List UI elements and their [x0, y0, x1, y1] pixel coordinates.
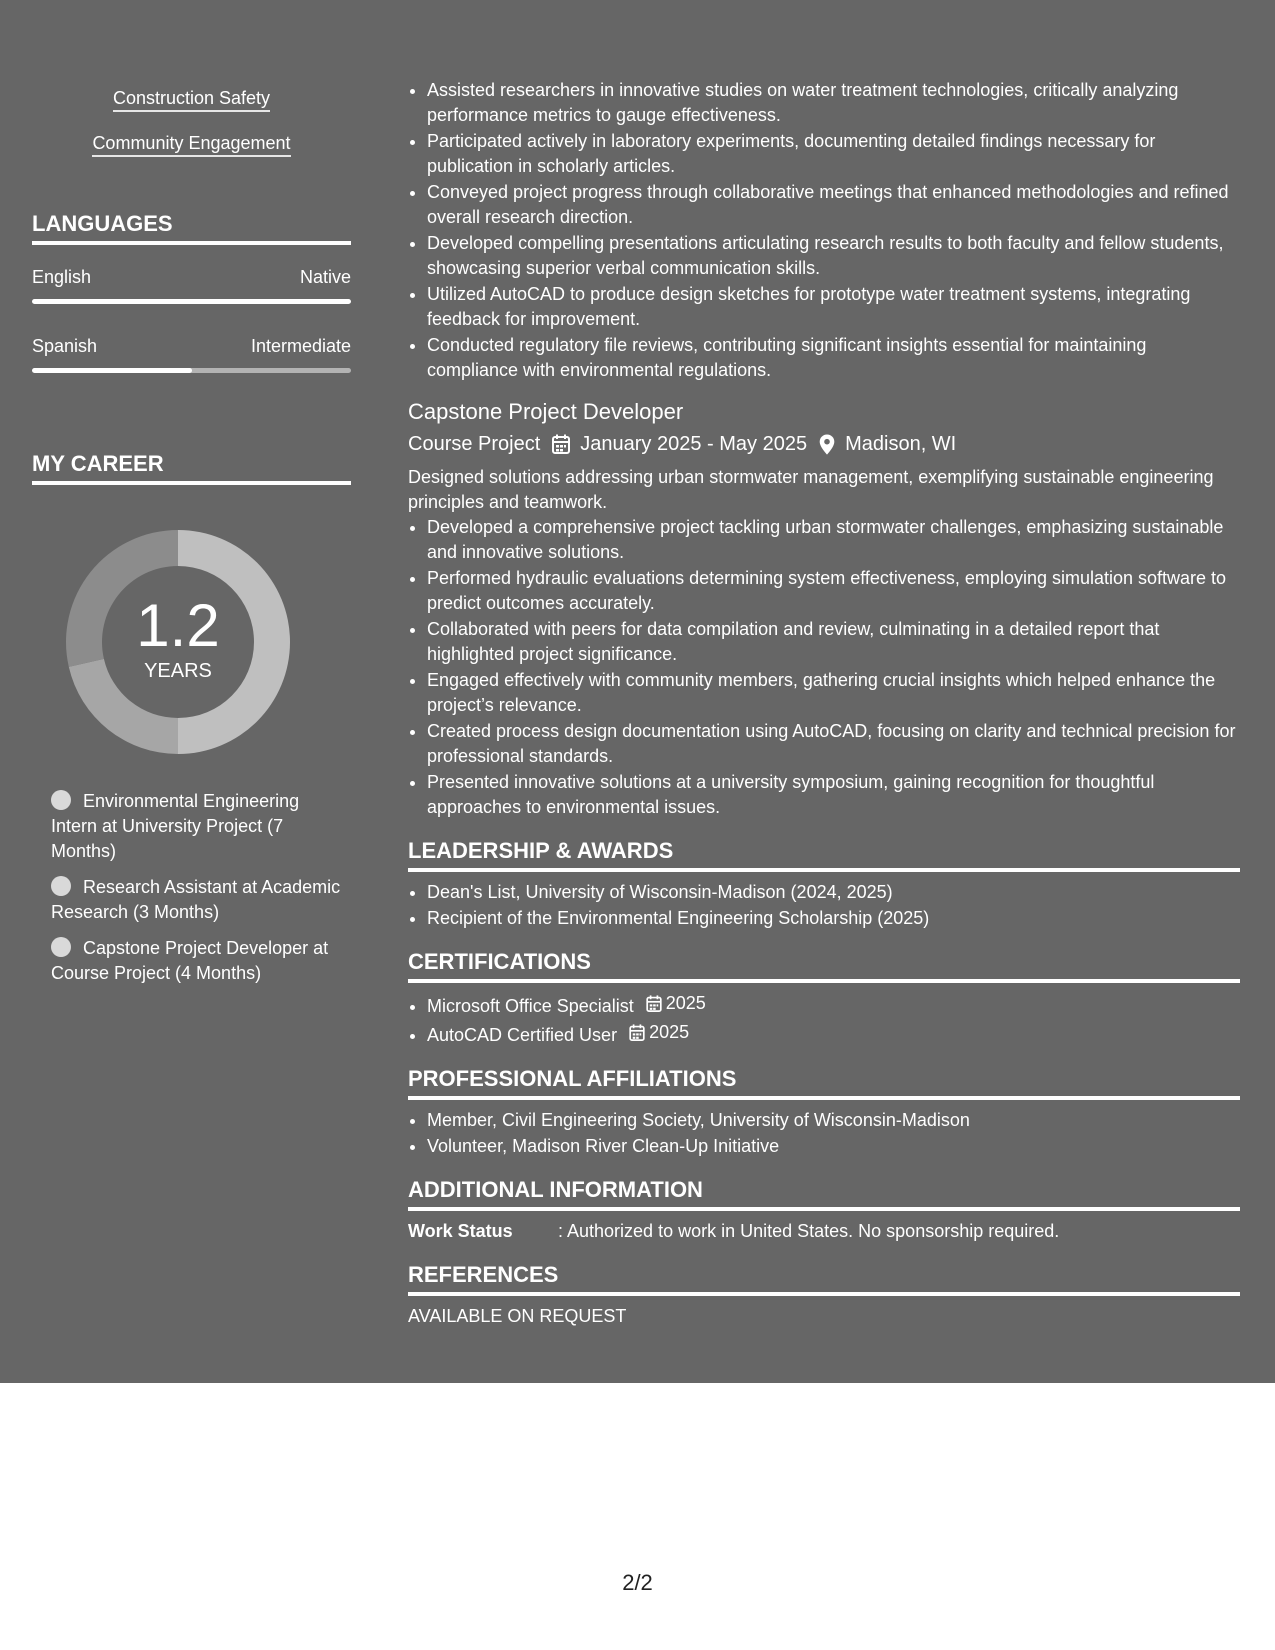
language-proficiency-fill	[32, 299, 351, 304]
language-row	[32, 267, 351, 288]
career-list	[51, 789, 341, 997]
career-dot-icon	[51, 790, 71, 810]
language-proficiency-bar	[32, 368, 351, 373]
skill-link[interactable]: Community Engagement	[32, 133, 351, 154]
job-location: Madison, WI	[845, 433, 957, 455]
language-level: Native	[299, 267, 351, 287]
calendar-icon	[646, 995, 662, 1012]
career-item: Capstone Project Developer at Course Project (4 Months)	[51, 938, 329, 983]
research-bullet-list	[408, 78, 1240, 383]
career-dot-icon	[51, 876, 71, 896]
career-donut-chart	[66, 530, 290, 754]
references-heading: REFERENCES	[408, 1260, 1240, 1296]
work-status-value: : Authorized to work in United States. No sponsorship required.	[558, 1221, 1060, 1241]
list-item	[427, 1020, 1240, 1048]
list-item: • Collaborated with peers for data compilation and review, culminating in a detailed report that highlighted project significance.	[427, 617, 1240, 667]
language-row	[32, 336, 351, 357]
calendar-icon	[629, 1024, 645, 1041]
leadership-heading: LEADERSHIP & AWARDS	[408, 836, 1240, 872]
list-item: • Developed compelling presentations articulating research results to both faculty and fellow students, showcasing superior verbal communication skills.	[427, 231, 1240, 281]
page-number: 2/2	[622, 1570, 653, 1595]
career-unit-label: YEARS	[144, 659, 212, 682]
language-level: Intermediate	[250, 336, 351, 356]
list-item: • Engaged effectively with community members, gathering crucial insights which helped enhance the project’s relevance.	[427, 668, 1240, 718]
calendar-icon	[552, 434, 570, 454]
list-item: • Conveyed project progress through collaborative meetings that enhanced methodologies and refined overall research direction.	[427, 180, 1240, 230]
additional-info-heading: ADDITIONAL INFORMATION	[408, 1175, 1240, 1211]
work-status-label: Work Status	[408, 1221, 513, 1241]
capstone-bullet-list	[408, 515, 1240, 820]
list-item: • Recipient of the Environmental Engineering Scholarship (2025)	[427, 906, 1240, 931]
job-dates: January 2025 - May 2025	[580, 433, 808, 455]
languages-heading: LANGUAGES	[32, 211, 351, 245]
work-status-row	[408, 1219, 1240, 1244]
career-total-years: 1.2	[136, 591, 220, 659]
certification-year: 2025	[646, 991, 706, 1016]
career-item: Environmental Engineering Intern at University Project (7 Months)	[51, 791, 300, 861]
certifications-list	[408, 991, 1240, 1048]
certification-year: 2025	[629, 1020, 689, 1045]
language-name: English	[32, 267, 92, 287]
language-name: Spanish	[32, 336, 98, 356]
career-heading: MY CAREER	[32, 451, 351, 485]
list-item: • Volunteer, Madison River Clean-Up Initiative	[427, 1134, 1240, 1159]
job-title: Capstone Project Developer	[408, 399, 684, 424]
certifications-heading: CERTIFICATIONS	[408, 947, 1240, 983]
language-proficiency-fill	[32, 368, 192, 373]
list-item: • Presented innovative solutions at a university symposium, gaining recognition for thoughtful approaches to environmental issues.	[427, 770, 1240, 820]
affiliations-heading: PROFESSIONAL AFFILIATIONS	[408, 1064, 1240, 1100]
location-pin-icon	[819, 434, 835, 455]
certification-name: Microsoft Office Specialist	[427, 996, 634, 1016]
affiliations-list	[408, 1108, 1240, 1159]
career-donut-center	[66, 530, 290, 754]
list-item: • Assisted researchers in innovative studies on water treatment technologies, critically analyzing performance metrics to gauge effectiveness.	[427, 78, 1240, 128]
list-item	[427, 991, 1240, 1019]
list-item: • Conducted regulatory file reviews, contributing significant insights essential for maintaining compliance with environmental regulations.	[427, 333, 1240, 383]
list-item: • Utilized AutoCAD to produce design sketches for prototype water treatment systems, integrating feedback for improvement.	[427, 282, 1240, 332]
career-dot-icon	[51, 937, 71, 957]
job-company: Course Project	[408, 433, 541, 455]
list-item: • Created process design documentation using AutoCAD, focusing on clarity and technical precision for professional standards.	[427, 719, 1240, 769]
list-item: • Dean's List, University of Wisconsin-Madison (2024, 2025)	[427, 880, 1240, 905]
references-text: AVAILABLE ON REQUEST	[408, 1306, 627, 1326]
job-summary: Designed solutions addressing urban stormwater management, exemplifying sustainable engineering principles and teamwork.	[408, 467, 1214, 512]
list-item: • Performed hydraulic evaluations determining system effectiveness, employing simulation software to predict outcomes accurately.	[427, 566, 1240, 616]
list-item: • Participated actively in laboratory experiments, documenting detailed findings necessary for publication in scholarly articles.	[427, 129, 1240, 179]
leadership-list	[408, 880, 1240, 931]
list-item: • Member, Civil Engineering Society, University of Wisconsin-Madison	[427, 1108, 1240, 1133]
main-content	[408, 78, 1240, 1329]
language-proficiency-bar	[32, 299, 351, 304]
job-meta	[408, 429, 1240, 459]
list-item: • Developed a comprehensive project tackling urban stormwater challenges, emphasizing sustainable and innovative solutions.	[427, 515, 1240, 565]
certification-name: AutoCAD Certified User	[427, 1025, 618, 1045]
skill-link[interactable]: Construction Safety	[32, 88, 351, 109]
career-item: Research Assistant at Academic Research (3 Months)	[51, 877, 341, 922]
